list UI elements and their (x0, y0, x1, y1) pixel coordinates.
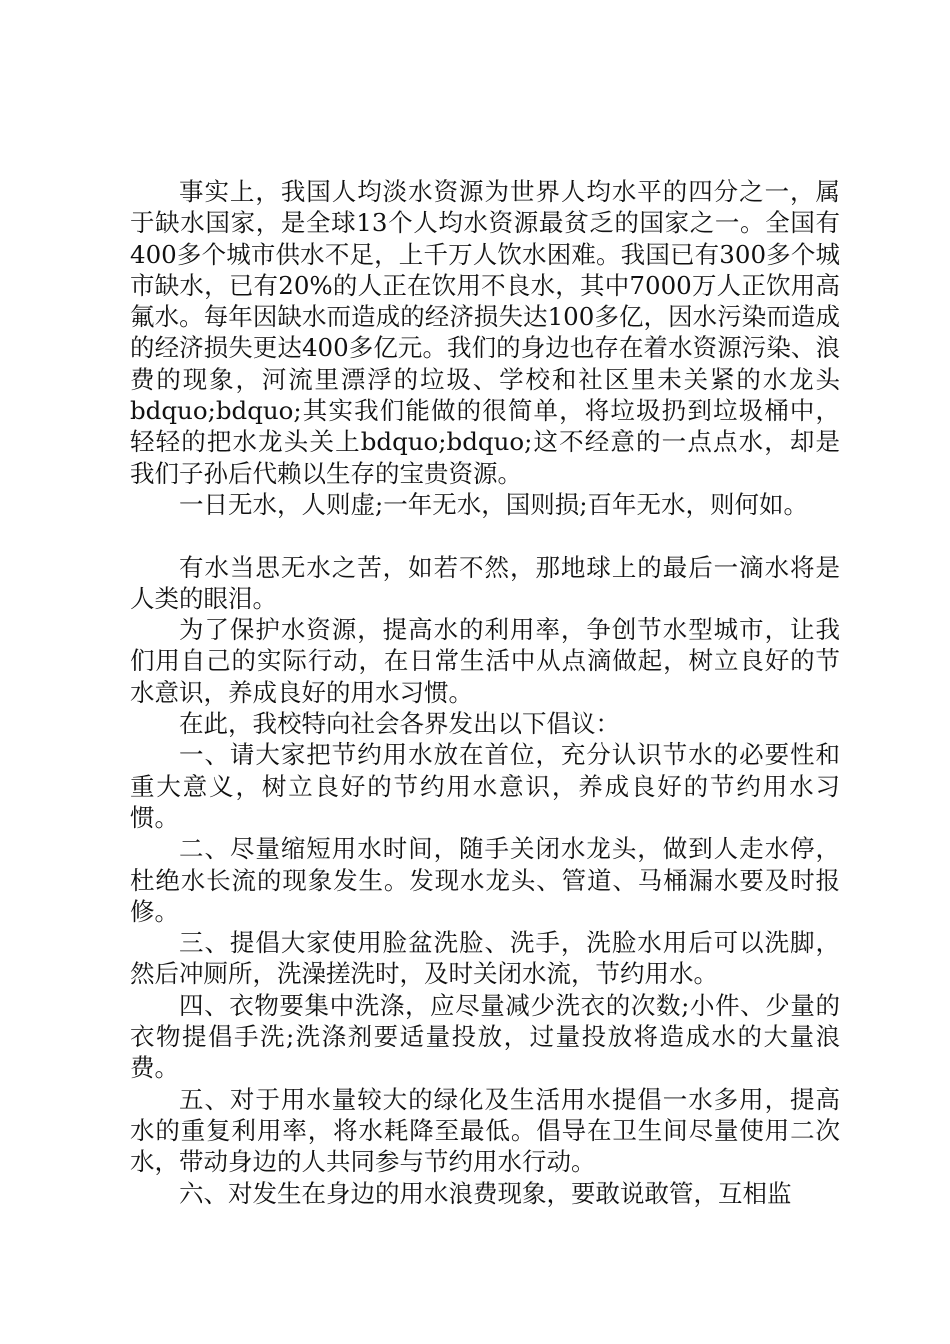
paragraph-protect-water: 为了保护水资源，提高水的利用率，争创节水型城市，让我们用自己的实际行动，在日常生活中从点滴做起，树立良好的节水意识，养成良好的用水习惯。 (130, 615, 840, 707)
paragraph-item-1: 一、请大家把节约用水放在首位，充分认识节水的必要性和重大意义，树立良好的节约用水意识，养成良好的节约用水习惯。 (130, 740, 840, 832)
paragraph-saying: 一日无水，人则虚;一年无水，国则损;百年无水，则何如。 (179, 489, 809, 519)
paragraph-item-6: 六、对发生在身边的用水浪费现象，要敢说敢管，互相监 (179, 1178, 792, 1208)
paragraph-item-3: 三、提倡大家使用脸盆洗脸、洗手，洗脸水用后可以洗脚，然后冲厕所，洗澡搓洗时，及时关闭水流，节约用水。 (130, 928, 840, 989)
document-body (130, 176, 840, 1209)
paragraph-item-4: 四、衣物要集中洗涤，应尽量减少洗衣的次数;小件、少量的衣物提倡手洗;洗涤剂要适量投放，过量投放将造成水的大量浪费。 (130, 990, 840, 1083)
blank-line (130, 520, 840, 551)
paragraph-last-drop: 有水当思无水之苦，如若不然，那地球上的最后一滴水将是人类的眼泪。 (130, 552, 840, 613)
paragraph-water-facts: 事实上，我国人均淡水资源为世界人均水平的四分之一，属于缺水国家，是全球13个人均水资源最贫乏的国家之一。全国有400多个城市供水不足，上千万人饮水困难。我国已有300多个城市缺水，已有20%的人正在饮用不良水，其中7000万人正饮用高氟水。每年因缺水而造成的经济损失达100多亿，因水污染而造成的经济损失更达400多亿元。我们的身边也存在着水资源污染、浪费的现象，河流里漂浮的垃圾、学校和社区里未关紧的水龙头bdquo;bdquo;其实我们能做的很简单，将垃圾扔到垃圾桶中，轻轻的把水龙头关上bdquo;bdquo;这不经意的一点点水，却是我们子孙后代赖以生存的宝贵资源。 (130, 177, 840, 488)
paragraph-proposal-intro: 在此，我校特向社会各界发出以下倡议： (179, 709, 620, 739)
paragraph-item-5: 五、对于用水量较大的绿化及生活用水提倡一水多用，提高水的重复利用率，将水耗降至最低。倡导在卫生间尽量使用二次水，带动身边的人共同参与节约用水行动。 (130, 1084, 840, 1177)
paragraph-item-2: 二、尽量缩短用水时间，随手关闭水龙头，做到人走水停，杜绝水长流的现象发生。发现水龙头、管道、马桶漏水要及时报修。 (130, 834, 840, 926)
